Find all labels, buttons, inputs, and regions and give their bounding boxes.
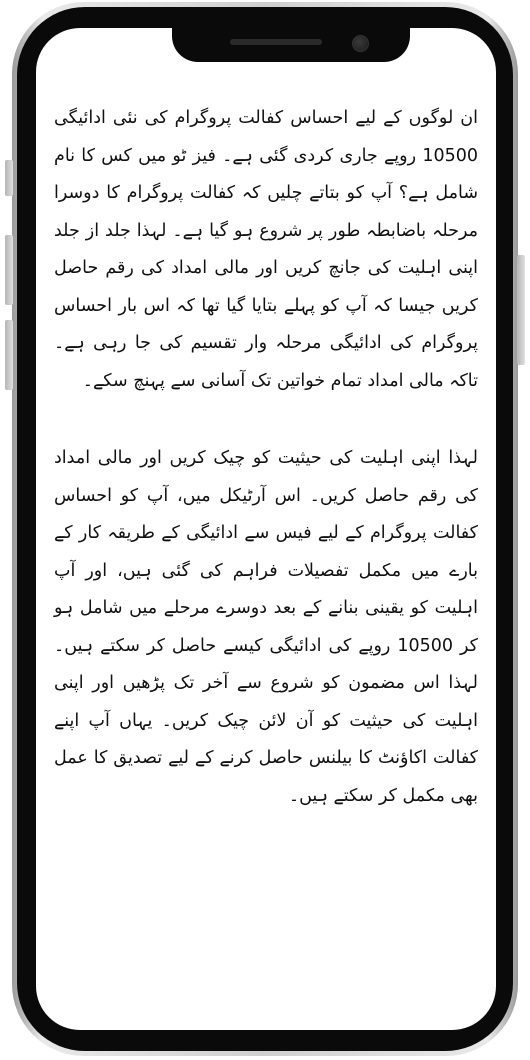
article-body (54, 100, 478, 1010)
notch (172, 28, 410, 62)
mute-switch (5, 160, 13, 196)
speaker-grille (230, 39, 322, 45)
article-paragraph-1: ان لوگوں کے لیے احساس کفالت پروگرام کی نئی ادائیگی 10500 روپے جاری کردی گئی ہے۔ فیز ٹو میں کس کا نام شامل ہے؟ آپ کو بتاتے چلیں کہ کفالت پروگرام کا دوسرا مرحلہ باضابطہ طور پر شروع ہو گیا ہے۔ لہذا جلد از جلد اپنی اہلیت کی جانچ کریں اور مالی امداد کی رقم حاصل کریں جیسا کہ آپ کو پہلے بتایا گیا تھا کہ اس بار احساس پروگرام کی ادائیگی مرحلہ وار تقسیم کی جا رہی ہے۔ تاکہ مالی امداد تمام خواتین تک آسانی سے پہنچ سکے۔ (54, 108, 478, 391)
volume-up-button (5, 235, 13, 305)
phone-screen (36, 28, 496, 1030)
volume-down-button (5, 320, 13, 390)
power-button (517, 255, 525, 365)
article-paragraph-2: لہذا اپنی اہلیت کی حیثیت کو چیک کریں اور مالی امداد کی رقم حاصل کریں۔ اس آرٹیکل میں، آپ کو احساس کفالت پروگرام کے لیے فیس سے ادائیگی کے طریقہ کار کے بارے میں مکمل تفصیلات فراہم کی گئی ہیں، اور آپ اہلیت کو یقینی بنانے کے بعد دوسرے مرحلے میں شامل ہو کر 10500 روپے کی ادائیگی کیسے حاصل کر سکتے ہیں۔ لہذا اس مضمون کو شروع سے آخر تک پڑھیں اور اپنی اہلیت کی حیثیت کو آن لائن چیک کریں۔ یہاں آپ اپنے کفالت اکاؤنٹ کا بیلنس حاصل کرنے کے لیے تصدیق کا عمل بھی مکمل کر سکتے ہیں۔ (54, 448, 478, 806)
camera-icon (352, 35, 369, 52)
